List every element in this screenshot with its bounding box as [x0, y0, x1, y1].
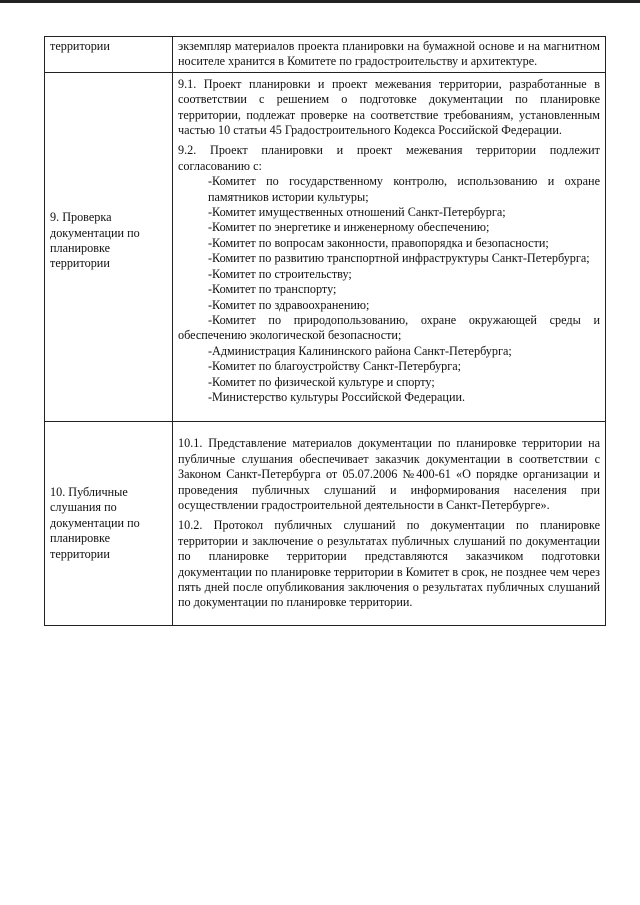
list-item: -Комитет по государственному контролю, использованию и охране памятников истории культуры; — [208, 174, 600, 204]
list-item: -Комитет по энергетике и инженерному обеспечению; — [208, 220, 490, 235]
row-label: 10. Публичные слушания по документации по планировке территории — [50, 485, 140, 561]
list-item: -Администрация Калининского района Санкт-Петербурга; — [208, 343, 512, 358]
list-item: -Министерство культуры Российской Федерации. — [208, 389, 466, 404]
document-table — [44, 36, 606, 626]
list-item: -Комитет по строительству; — [208, 266, 352, 281]
list-item: -Комитет по здравоохранению; — [208, 297, 370, 312]
row-label: 9. Проверка документации по планировке территории — [50, 210, 140, 271]
row-content-cell — [173, 422, 606, 625]
paragraph: экземпляр материалов проекта планировки на бумажной основе и на магнитном носителе хранится в Комитете по градостроительству и архитектуре. — [178, 39, 600, 69]
row-label-cell — [45, 72, 173, 422]
row-label-cell — [45, 422, 173, 625]
list-item: -Комитет по развитию транспортной инфраструктуры Санкт-Петербурга; — [208, 251, 590, 266]
table-row-section-9 — [45, 72, 606, 422]
list-item: -Комитет имущественных отношений Санкт-Петербурга; — [208, 205, 506, 220]
table-row-section-10 — [45, 422, 606, 625]
row-content-cell — [173, 37, 606, 73]
paragraph-10-2: 10.2. Протокол публичных слушаний по документации по планировке территории и заключение о результатах публичных слушаний по документации по планировке территории представляются заказчиком подготовки документации по планировке территории в Комитет в срок, не позднее чем через пять дней после опубликования заключения о результатах публичных слушаний по документации по планировке территории. — [178, 518, 600, 610]
row-label: территории — [50, 39, 110, 53]
page-top-border — [0, 0, 640, 3]
table-row — [45, 37, 606, 73]
row-label-cell — [45, 37, 173, 73]
list-item: -Комитет по физической культуре и спорту; — [208, 374, 435, 389]
list-item: -Комитет по благоустройству Санкт-Петербурга; — [208, 359, 462, 374]
list-item: -Комитет по природопользованию, охране окружающей среды и обеспечению экологической безопасности; — [178, 312, 600, 343]
list-item: -Комитет по транспорту; — [208, 282, 337, 297]
paragraph-9-1: 9.1. Проект планировки и проект межевания территории, разработанные в соответствии с решением о подготовке документации по планировке территории, подлежат проверке на соответствие требованиям, установленным частью 10 статьи 45 Градостроительного Кодекса Российской Федерации. — [178, 76, 600, 138]
paragraph-10-1: 10.1. Представление материалов документации по планировке территории на публичные слушания обеспечивает заказчик документации в соответствии с Законом Санкт-Петербурга от 05.07.2006 №400-61 «О порядке организации и проведения публичных слушаний и информирования населения при осуществлении градостроительной деятельности в Санкт-Петербурге». — [178, 436, 600, 512]
row-content-cell — [173, 72, 606, 422]
paragraph-9-2: 9.2. Проект планировки и проект межевания территории подлежит согласованию с: — [178, 143, 600, 173]
list-item: -Комитет по вопросам законности, правопорядка и безопасности; — [208, 235, 549, 250]
